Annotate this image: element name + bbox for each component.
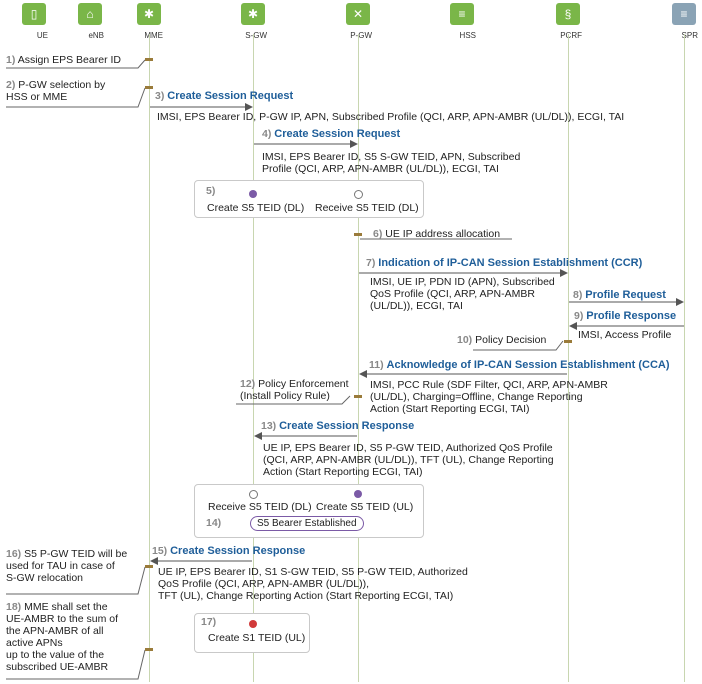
actor-label: MME xyxy=(144,31,163,40)
step-number: 5) xyxy=(206,185,216,197)
message-detail xyxy=(262,151,520,175)
message-title: Create Session Request xyxy=(274,128,401,140)
activation-mark xyxy=(354,395,362,398)
detail-line: UE IP, EPS Bearer ID, S5 P-GW TEID, Authorized QoS Profile xyxy=(263,442,553,454)
actor-label: UE xyxy=(36,31,48,40)
detail-line: QoS Profile (QCI, ARP, APN-AMBR xyxy=(370,288,535,300)
receive-teid-dot xyxy=(354,190,363,199)
step-number: 1) xyxy=(6,54,16,66)
message-title: Acknowledge of IP-CAN Session Establishment (CCA) xyxy=(386,359,670,371)
detail-line: (UL/DL)), ECGI, TAI xyxy=(370,300,463,312)
note-text: MME shall set the xyxy=(24,601,108,613)
box-label: Create S5 TEID (UL) xyxy=(316,501,414,513)
step-number: 10) xyxy=(457,334,473,346)
message-step-3 xyxy=(155,90,293,102)
note-text: HSS or MME xyxy=(6,91,68,103)
policy-icon: § xyxy=(556,3,580,25)
actor-label: PCRF xyxy=(560,31,582,40)
step-number: 8) xyxy=(573,289,583,301)
message-title: Profile Request xyxy=(585,289,666,301)
note-step-12 xyxy=(240,378,349,402)
note-text: up to the value of the xyxy=(6,649,105,661)
step-number: 9) xyxy=(574,310,584,322)
step-number: 15) xyxy=(152,545,168,557)
note-text: (Install Policy Rule) xyxy=(240,390,330,402)
actor-label: SPR xyxy=(681,31,698,40)
activation-mark xyxy=(354,233,362,236)
message-title: Profile Response xyxy=(586,310,677,322)
message-step-8 xyxy=(573,289,666,301)
router-icon: ✕ xyxy=(346,3,370,25)
message-title: Create Session Response xyxy=(170,545,306,557)
database-icon: ≡ xyxy=(672,3,696,25)
detail-line: Action (Start Reporting ECGI, TAI) xyxy=(263,466,423,478)
detail-line: (UL/DL), Charging=Offline, Change Reporting xyxy=(370,391,583,403)
message-step-11 xyxy=(369,359,670,371)
activation-mark xyxy=(145,58,153,61)
step-number: 18) xyxy=(6,601,22,613)
note-step-2 xyxy=(6,79,105,103)
activation-mark xyxy=(145,86,153,89)
gear-icon: ✱ xyxy=(137,3,161,25)
detail-line: TFT (UL), Change Reporting Action (Start Reporting ECGI, TAI) xyxy=(158,590,454,602)
note-text: subscribed UE-AMBR xyxy=(6,661,109,673)
activation-mark xyxy=(145,648,153,651)
note-step-16 xyxy=(6,548,127,584)
message-detail: IMSI, Access Profile xyxy=(578,329,672,341)
step-number: 6) xyxy=(373,228,383,240)
message-detail xyxy=(370,379,608,415)
note-text: used for TAU in case of xyxy=(6,560,115,572)
box-label: Receive S5 TEID (DL) xyxy=(315,202,419,214)
message-step-7 xyxy=(366,257,642,269)
step-number: 4) xyxy=(262,128,272,140)
note-text: S-GW relocation xyxy=(6,572,84,584)
message-detail xyxy=(263,442,554,478)
receive-teid-dot xyxy=(249,490,258,499)
message-detail xyxy=(158,566,468,602)
step-number: 3) xyxy=(155,90,165,102)
detail-line: QoS Profile (QCI, ARP, APN-AMBR (UL/DL)), xyxy=(158,578,370,590)
step-number: 7) xyxy=(366,257,376,269)
note-text: Assign EPS Bearer ID xyxy=(17,54,121,66)
box-label: Create S1 TEID (UL) xyxy=(208,632,306,644)
detail-line: IMSI, EPS Bearer ID, S5 S-GW TEID, APN, Subscribed xyxy=(262,151,521,163)
note-text: S5 P-GW TEID will be xyxy=(24,548,128,560)
message-step-9 xyxy=(574,310,676,322)
box-label: Create S5 TEID (DL) xyxy=(207,202,305,214)
note-text: the APN-AMBR of all xyxy=(6,625,104,637)
bearer-established-label: S5 Bearer Established xyxy=(250,516,364,531)
database-icon: ≡ xyxy=(450,3,474,25)
create-teid-dot xyxy=(249,620,257,628)
step-number: 16) xyxy=(6,548,22,560)
detail-line: Profile (QCI, ARP, APN-AMBR (UL/DL)), ECGI, TAI xyxy=(262,163,499,175)
message-detail xyxy=(370,276,555,312)
note-text: Policy Enforcement xyxy=(258,378,349,390)
note-text: Policy Decision xyxy=(475,334,547,346)
step-number: 13) xyxy=(261,420,277,432)
activation-mark xyxy=(564,340,572,343)
note-step-1 xyxy=(6,54,121,66)
detail-line: Action (Start Reporting ECGI, TAI) xyxy=(370,403,530,415)
message-detail: IMSI, EPS Bearer ID, P-GW IP, APN, Subscribed Profile (QCI, ARP, APN-AMBR (UL/DL)), ECGI, TAI xyxy=(157,111,625,123)
message-step-13 xyxy=(261,420,414,432)
step-number: 12) xyxy=(240,378,256,390)
antenna-icon: ⌂ xyxy=(78,3,102,25)
box-label: Receive S5 TEID (DL) xyxy=(208,501,312,513)
step-number: 11) xyxy=(369,359,384,371)
detail-line: UE IP, EPS Bearer ID, S1 S-GW TEID, S5 P-GW TEID, Authorized xyxy=(158,566,468,578)
note-step-18 xyxy=(6,601,118,673)
message-title: Indication of IP-CAN Session Establishment (CCR) xyxy=(378,257,643,269)
note-step-10 xyxy=(457,334,546,346)
actor-label: eNB xyxy=(88,31,104,40)
detail-line: IMSI, UE IP, PDN ID (APN), Subscribed xyxy=(370,276,555,288)
create-teid-dot xyxy=(354,490,362,498)
note-text: UE-AMBR to the sum of xyxy=(6,613,119,625)
gear-icon: ✱ xyxy=(241,3,265,25)
message-step-15 xyxy=(152,545,305,557)
message-step-4 xyxy=(262,128,400,140)
create-teid-dot xyxy=(249,190,257,198)
actor-label: P-GW xyxy=(350,31,372,40)
phone-icon: ▯ xyxy=(22,3,46,25)
step-number: 17) xyxy=(201,616,217,628)
step-number: 14) xyxy=(206,517,222,529)
actor-label: HSS xyxy=(459,31,476,40)
message-title: Create Session Request xyxy=(167,90,294,102)
note-text: active APNs xyxy=(6,637,63,649)
note-step-6 xyxy=(373,228,500,240)
message-title: Create Session Response xyxy=(279,420,415,432)
note-text: UE IP address allocation xyxy=(385,228,501,240)
step-number: 2) xyxy=(6,79,16,91)
note-text: P-GW selection by xyxy=(18,79,106,91)
detail-line: IMSI, PCC Rule (SDF Filter, QCI, ARP, APN-AMBR xyxy=(370,379,608,391)
actor-label: S-GW xyxy=(245,31,267,40)
activation-mark xyxy=(145,565,153,568)
detail-line: (QCI, ARP, APN-AMBR (UL/DL)), TFT (UL), Change Reporting xyxy=(263,454,554,466)
